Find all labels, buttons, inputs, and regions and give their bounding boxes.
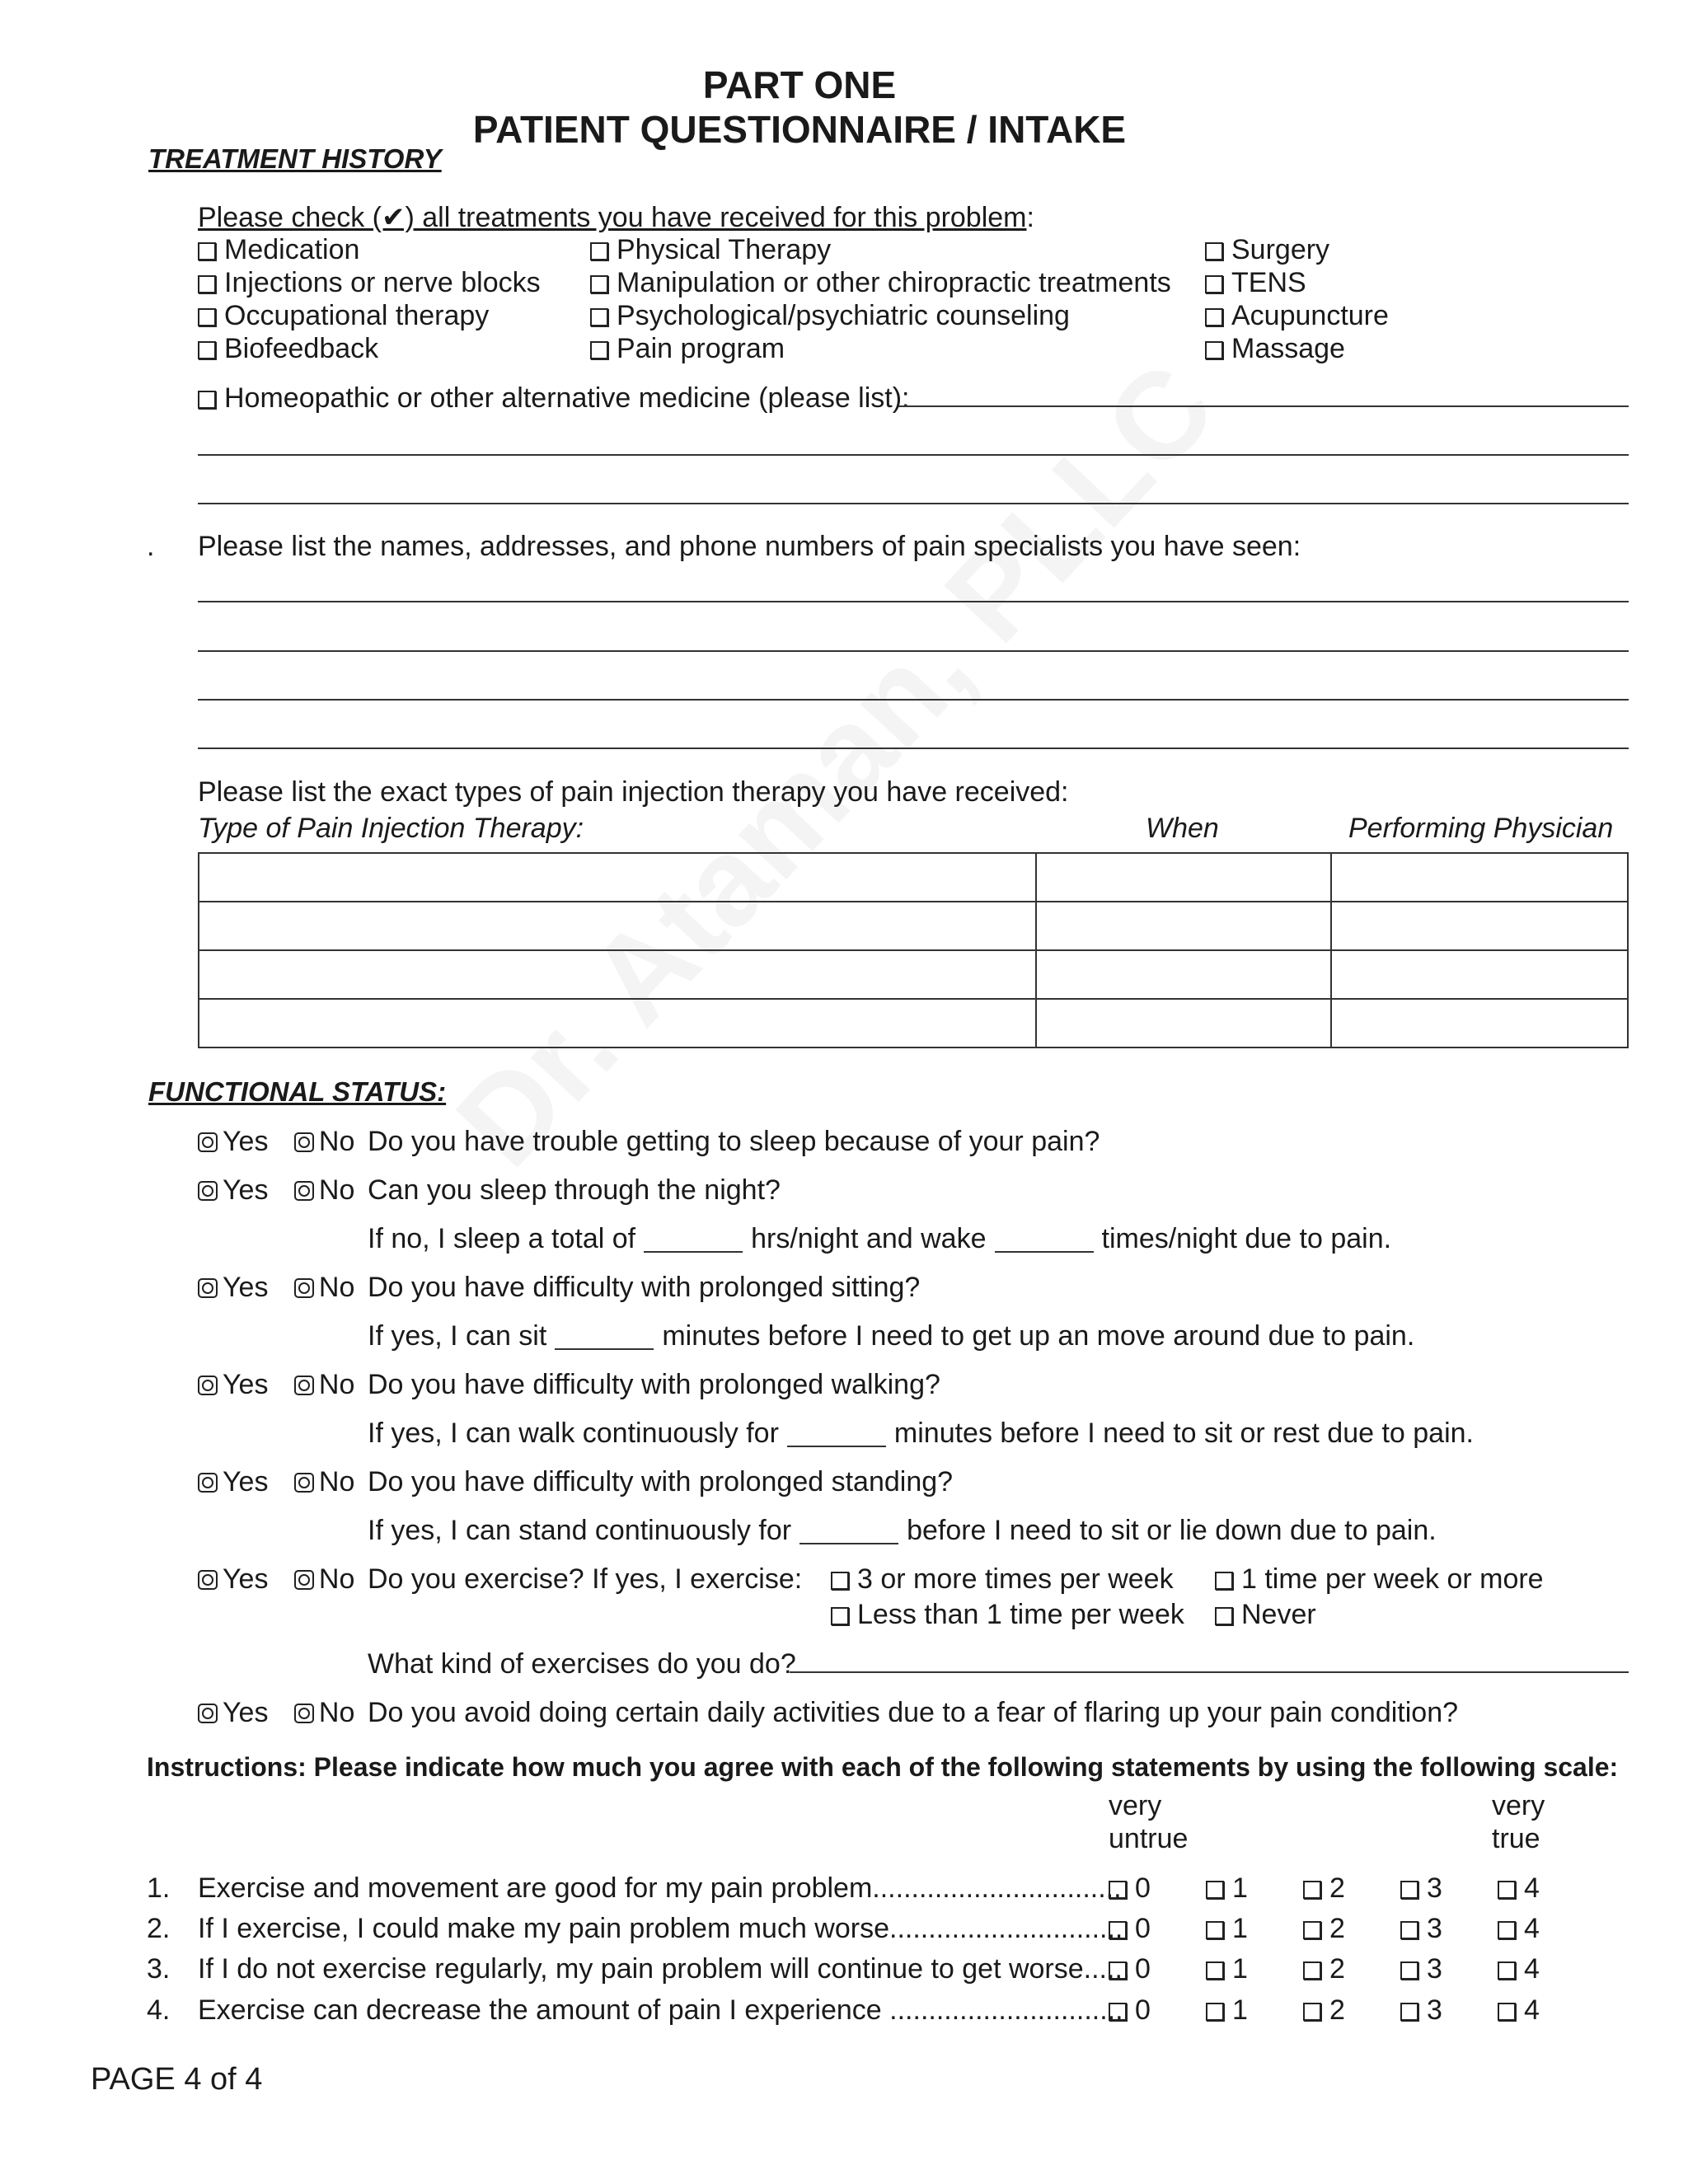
treatment-pain-program[interactable] xyxy=(590,333,785,365)
specialists-write-line[interactable] xyxy=(198,650,1629,652)
radio-icon[interactable] xyxy=(198,1570,218,1590)
checkbox[interactable] xyxy=(1303,1961,1321,1980)
scale-option[interactable] xyxy=(1498,1913,1595,1945)
scale-item-number: 4. xyxy=(147,1994,171,2026)
yes-label: Yes xyxy=(223,1563,269,1595)
treatment-tens[interactable] xyxy=(1205,267,1306,299)
treatment-label: Acupuncture xyxy=(1231,300,1389,331)
treatment-label: Surgery xyxy=(1231,234,1330,265)
treatment-psychological[interactable] xyxy=(590,300,1070,332)
stand-duration-input[interactable] xyxy=(799,1521,898,1544)
scale-option[interactable] xyxy=(1498,1872,1595,1905)
no-label: No xyxy=(318,1126,355,1157)
standing-followup xyxy=(368,1515,1437,1547)
scale-option[interactable] xyxy=(1400,1913,1498,1945)
scale-option-label: 4 xyxy=(1524,1913,1540,1944)
treatment-occupational[interactable] xyxy=(198,300,489,332)
table-row xyxy=(199,999,1628,1047)
radio-icon[interactable] xyxy=(198,1181,218,1201)
scale-option-label: 3 xyxy=(1427,1872,1442,1904)
scale-option-label: 2 xyxy=(1329,1953,1345,1985)
walking-followup-text: minutes before I need to sit or rest due to pain. xyxy=(893,1418,1474,1449)
checkbox[interactable] xyxy=(1109,1961,1127,1980)
scale-item-number: 2. xyxy=(147,1913,171,1944)
yes-label: Yes xyxy=(223,1126,269,1157)
exercise-option[interactable] xyxy=(831,1563,1174,1596)
walking-followup xyxy=(368,1418,1474,1450)
yes-no-group xyxy=(198,1126,354,1158)
radio-icon[interactable] xyxy=(294,1181,314,1201)
treatment-prompt xyxy=(198,201,1034,234)
scale-instructions: Instructions: Please indicate how much you agree with each of the following statements by using the following scale: xyxy=(147,1752,1619,1782)
question-exercise: Do you exercise? If yes, I exercise: xyxy=(368,1563,803,1595)
yes-label: Yes xyxy=(223,1466,269,1497)
injection-col-when: When xyxy=(1146,813,1219,844)
checkbox[interactable] xyxy=(590,242,608,260)
injection-table xyxy=(198,852,1629,1048)
question-walking: Do you have difficulty with prolonged walking? xyxy=(368,1369,940,1400)
page-number: PAGE 4 of 4 xyxy=(91,2062,263,2097)
specialists-write-line[interactable] xyxy=(198,748,1629,749)
checkbox[interactable] xyxy=(1206,1961,1224,1980)
scale-option-label: 3 xyxy=(1427,1953,1442,1985)
yes-label: Yes xyxy=(223,1272,269,1303)
checkbox[interactable] xyxy=(1400,1881,1418,1899)
yes-label: Yes xyxy=(223,1697,269,1728)
sleep-followup-text: times/night due to pain. xyxy=(1101,1223,1392,1254)
exercise-option[interactable] xyxy=(831,1599,1184,1631)
table-cell[interactable] xyxy=(1036,999,1331,1047)
table-cell[interactable] xyxy=(1331,999,1628,1047)
sit-minutes-input[interactable] xyxy=(555,1327,654,1350)
treatment-biofeedback[interactable] xyxy=(198,333,378,365)
checkbox[interactable] xyxy=(1205,308,1223,326)
scale-option-label: 1 xyxy=(1232,1913,1248,1944)
treatment-history-heading: TREATMENT HISTORY xyxy=(148,143,442,174)
table-cell[interactable] xyxy=(1331,853,1628,902)
checkbox[interactable] xyxy=(1109,1881,1127,1899)
scale-option[interactable] xyxy=(1206,1913,1303,1945)
scale-option[interactable] xyxy=(1303,1913,1400,1945)
homeopathic-write-line[interactable] xyxy=(198,454,1629,456)
treatment-label: Homeopathic or other alternative medicine (please list): xyxy=(224,382,910,414)
specialists-prompt: Please list the names, addresses, and phone numbers of pain specialists you have seen: xyxy=(198,531,1301,562)
injection-col-physician: Performing Physician xyxy=(1348,813,1614,844)
hours-input[interactable] xyxy=(644,1230,743,1253)
sitting-followup-text: If yes, I can sit xyxy=(368,1320,547,1352)
table-cell[interactable] xyxy=(199,999,1036,1047)
table-cell[interactable] xyxy=(1331,950,1628,999)
radio-icon[interactable] xyxy=(294,1278,314,1298)
question-sitting: Do you have difficulty with prolonged sitting? xyxy=(368,1272,921,1303)
checkbox[interactable] xyxy=(1400,1921,1418,1939)
exercise-option-label: 1 time per week or more xyxy=(1241,1563,1544,1595)
treatment-prompt-colon: : xyxy=(1026,202,1034,233)
treatment-surgery[interactable] xyxy=(1205,234,1329,266)
scale-item-number: 1. xyxy=(147,1872,171,1904)
homeopathic-write-line[interactable] xyxy=(198,503,1629,504)
treatment-label: Manipulation or other chiropractic treatments xyxy=(617,267,1171,298)
table-cell[interactable] xyxy=(1036,902,1331,950)
scale-option-label: 0 xyxy=(1135,1872,1151,1904)
checkbox[interactable] xyxy=(1498,1921,1516,1939)
scale-label-untrue: untrue xyxy=(1109,1823,1189,1854)
scale-label-true: true xyxy=(1492,1823,1540,1854)
treatment-label: Physical Therapy xyxy=(617,234,832,265)
checkbox[interactable] xyxy=(198,341,216,359)
table-cell[interactable] xyxy=(199,902,1036,950)
treatment-label: Biofeedback xyxy=(224,333,379,364)
checkbox[interactable] xyxy=(1109,2003,1127,2021)
table-cell[interactable] xyxy=(1036,853,1331,902)
scale-option-label: 0 xyxy=(1135,1953,1151,1985)
scale-option-label: 3 xyxy=(1427,1913,1442,1944)
checkbox[interactable] xyxy=(1303,2003,1321,2021)
checkbox[interactable] xyxy=(198,308,216,326)
scale-option-label: 1 xyxy=(1232,1994,1248,2026)
scale-option-label: 1 xyxy=(1232,1872,1248,1904)
treatment-label: Injections or nerve blocks xyxy=(224,267,541,298)
table-row xyxy=(199,853,1628,902)
checkbox[interactable] xyxy=(1498,1961,1516,1980)
radio-icon[interactable] xyxy=(198,1376,218,1395)
scale-options-row xyxy=(1109,1994,1595,2027)
question-standing: Do you have difficulty with prolonged standing? xyxy=(368,1466,954,1497)
table-cell[interactable] xyxy=(199,950,1036,999)
scale-option[interactable] xyxy=(1206,1994,1303,2027)
scale-label-very-right: very xyxy=(1492,1790,1545,1821)
radio-icon[interactable] xyxy=(294,1473,314,1493)
exercise-kind-prompt: What kind of exercises do you do? xyxy=(368,1648,796,1680)
yes-no-group xyxy=(198,1174,354,1207)
scale-item-text: If I do not exercise regularly, my pain problem will continue to get worse...... xyxy=(198,1953,1131,1985)
treatment-injections[interactable] xyxy=(198,267,541,299)
checkbox[interactable] xyxy=(1498,2003,1516,2021)
checkbox[interactable] xyxy=(198,242,216,260)
checkbox[interactable] xyxy=(1400,1961,1418,1980)
radio-icon[interactable] xyxy=(198,1473,218,1493)
treatment-manipulation[interactable] xyxy=(590,267,1171,299)
scale-option-label: 4 xyxy=(1524,1994,1540,2026)
radio-icon[interactable] xyxy=(294,1704,314,1723)
table-cell[interactable] xyxy=(1036,950,1331,999)
scale-option[interactable] xyxy=(1109,1872,1206,1905)
yes-no-group xyxy=(198,1697,354,1729)
no-label: No xyxy=(318,1369,355,1400)
yes-no-group xyxy=(198,1563,354,1596)
radio-icon[interactable] xyxy=(198,1132,218,1152)
question-sleep-trouble: Do you have trouble getting to sleep because of your pain? xyxy=(368,1126,1100,1157)
radio-icon[interactable] xyxy=(198,1278,218,1298)
table-row xyxy=(199,950,1628,999)
yes-no-group xyxy=(198,1466,354,1498)
exercise-option[interactable] xyxy=(1215,1599,1316,1631)
no-label: No xyxy=(318,1272,355,1303)
treatment-acupuncture[interactable] xyxy=(1205,300,1389,332)
scale-option[interactable] xyxy=(1400,1953,1498,1985)
checkbox[interactable] xyxy=(1498,1881,1516,1899)
injection-prompt: Please list the exact types of pain injection therapy you have received: xyxy=(198,776,1069,808)
checkbox[interactable] xyxy=(831,1607,849,1625)
page-subtitle: PATIENT QUESTIONNAIRE / INTAKE xyxy=(472,108,1127,151)
sleep-followup xyxy=(368,1223,1391,1255)
treatment-label: Occupational therapy xyxy=(224,300,490,331)
checkbox[interactable] xyxy=(1400,2003,1418,2021)
injection-col-type: Type of Pain Injection Therapy: xyxy=(198,813,584,844)
exercise-option-label: 3 or more times per week xyxy=(857,1563,1174,1595)
yes-label: Yes xyxy=(223,1174,269,1206)
functional-status-heading: FUNCTIONAL STATUS: xyxy=(148,1076,447,1107)
checkbox[interactable] xyxy=(590,308,608,326)
scale-option[interactable] xyxy=(1206,1872,1303,1905)
table-cell[interactable] xyxy=(199,853,1036,902)
scale-option[interactable] xyxy=(1498,1994,1595,2027)
sitting-followup-text: minutes before I need to get up an move around due to pain. xyxy=(662,1320,1415,1352)
scale-option[interactable] xyxy=(1206,1953,1303,1985)
scale-option-label: 4 xyxy=(1524,1872,1540,1904)
radio-icon[interactable] xyxy=(198,1704,218,1723)
treatment-medication[interactable] xyxy=(198,234,359,266)
checkbox[interactable] xyxy=(1109,1921,1127,1939)
checkbox[interactable] xyxy=(198,391,216,409)
treatment-label: Psychological/psychiatric counseling xyxy=(617,300,1070,331)
yes-no-group xyxy=(198,1272,354,1304)
treatment-massage[interactable] xyxy=(1205,333,1345,365)
scale-option-label: 4 xyxy=(1524,1953,1540,1985)
scale-label-very-left: very xyxy=(1109,1790,1162,1821)
treatment-label: Medication xyxy=(224,234,360,265)
checkbox[interactable] xyxy=(1205,275,1223,293)
checkbox[interactable] xyxy=(590,341,608,359)
exercise-option[interactable] xyxy=(1215,1563,1544,1596)
treatment-physical-therapy[interactable] xyxy=(590,234,831,266)
exercise-option-label: Never xyxy=(1241,1599,1316,1630)
treatment-homeopathic[interactable] xyxy=(198,382,910,415)
standing-followup-text: before I need to sit or lie down due to pain. xyxy=(907,1515,1437,1546)
treatment-label: TENS xyxy=(1231,267,1306,298)
homeopathic-write-line[interactable] xyxy=(898,405,1629,407)
checkbox[interactable] xyxy=(1215,1572,1233,1590)
table-cell[interactable] xyxy=(1331,902,1628,950)
scale-option[interactable] xyxy=(1303,1953,1400,1985)
walking-followup-text: If yes, I can walk continuously for xyxy=(368,1418,779,1449)
specialists-bullet: . xyxy=(147,531,155,562)
treatment-label: Pain program xyxy=(617,333,785,364)
treatment-label: Massage xyxy=(1231,333,1345,364)
scale-option[interactable] xyxy=(1303,1994,1400,2027)
radio-icon[interactable] xyxy=(294,1132,314,1152)
scale-option-label: 2 xyxy=(1329,1872,1345,1904)
checkbox[interactable] xyxy=(1215,1607,1233,1625)
treatment-prompt-text: Please check (✔) all treatments you have received for this problem xyxy=(198,202,1027,233)
scale-option-label: 0 xyxy=(1135,1994,1151,2026)
standing-followup-text: If yes, I can stand continuously for xyxy=(368,1515,792,1546)
scale-item-text: Exercise can decrease the amount of pain I experience .............................. xyxy=(198,1994,1123,2026)
checkbox[interactable] xyxy=(1303,1881,1321,1899)
scale-options-row xyxy=(1109,1872,1595,1905)
specialists-write-line[interactable] xyxy=(198,699,1629,701)
radio-icon[interactable] xyxy=(294,1570,314,1590)
scale-options-row xyxy=(1109,1953,1595,1985)
radio-icon[interactable] xyxy=(294,1376,314,1395)
scale-option[interactable] xyxy=(1400,1872,1498,1905)
scale-option-label: 0 xyxy=(1135,1913,1151,1944)
scale-option[interactable] xyxy=(1109,1953,1206,1985)
watermark xyxy=(429,336,1242,1193)
scale-item-text: Exercise and movement are good for my pain problem................................ xyxy=(198,1872,1122,1904)
checkbox[interactable] xyxy=(1206,2003,1224,2021)
checkbox[interactable] xyxy=(1206,1881,1224,1899)
scale-option[interactable] xyxy=(1498,1953,1595,1985)
page-title: PART ONE xyxy=(702,63,897,106)
question-avoid-activities: Do you avoid doing certain daily activities due to a fear of flaring up your pain condition? xyxy=(368,1697,1459,1728)
scale-option[interactable] xyxy=(1109,1994,1206,2027)
scale-option[interactable] xyxy=(1109,1913,1206,1945)
wake-times-input[interactable] xyxy=(995,1230,1094,1253)
checkbox[interactable] xyxy=(1206,1921,1224,1939)
no-label: No xyxy=(318,1563,355,1595)
checkbox[interactable] xyxy=(1205,242,1223,260)
scale-option-label: 3 xyxy=(1427,1994,1442,2026)
yes-no-group xyxy=(198,1369,354,1401)
checkbox[interactable] xyxy=(198,275,216,293)
yes-label: Yes xyxy=(223,1369,269,1400)
scale-option[interactable] xyxy=(1303,1872,1400,1905)
checkbox[interactable] xyxy=(1205,341,1223,359)
checkbox[interactable] xyxy=(1303,1921,1321,1939)
sitting-followup xyxy=(368,1320,1414,1352)
no-label: No xyxy=(318,1697,355,1728)
checkbox[interactable] xyxy=(831,1572,849,1590)
sleep-followup-text: If no, I sleep a total of xyxy=(368,1223,636,1254)
exercise-kind-write-line[interactable] xyxy=(790,1671,1629,1673)
scale-option-label: 2 xyxy=(1329,1994,1345,2026)
scale-options-row xyxy=(1109,1913,1595,1945)
checkbox[interactable] xyxy=(590,275,608,293)
scale-item-text: If I exercise, I could make my pain problem much worse.............................. xyxy=(198,1913,1123,1944)
no-label: No xyxy=(318,1174,355,1206)
sleep-followup-text: hrs/night and wake xyxy=(751,1223,987,1254)
question-sleep-through: Can you sleep through the night? xyxy=(368,1174,781,1206)
scale-option-label: 2 xyxy=(1329,1913,1345,1944)
scale-option[interactable] xyxy=(1400,1994,1498,2027)
walk-minutes-input[interactable] xyxy=(787,1424,886,1447)
scale-item-number: 3. xyxy=(147,1953,171,1985)
table-row xyxy=(199,902,1628,950)
exercise-option-label: Less than 1 time per week xyxy=(857,1599,1184,1630)
no-label: No xyxy=(318,1466,355,1497)
scale-option-label: 1 xyxy=(1232,1953,1248,1985)
specialists-write-line[interactable] xyxy=(198,601,1629,602)
